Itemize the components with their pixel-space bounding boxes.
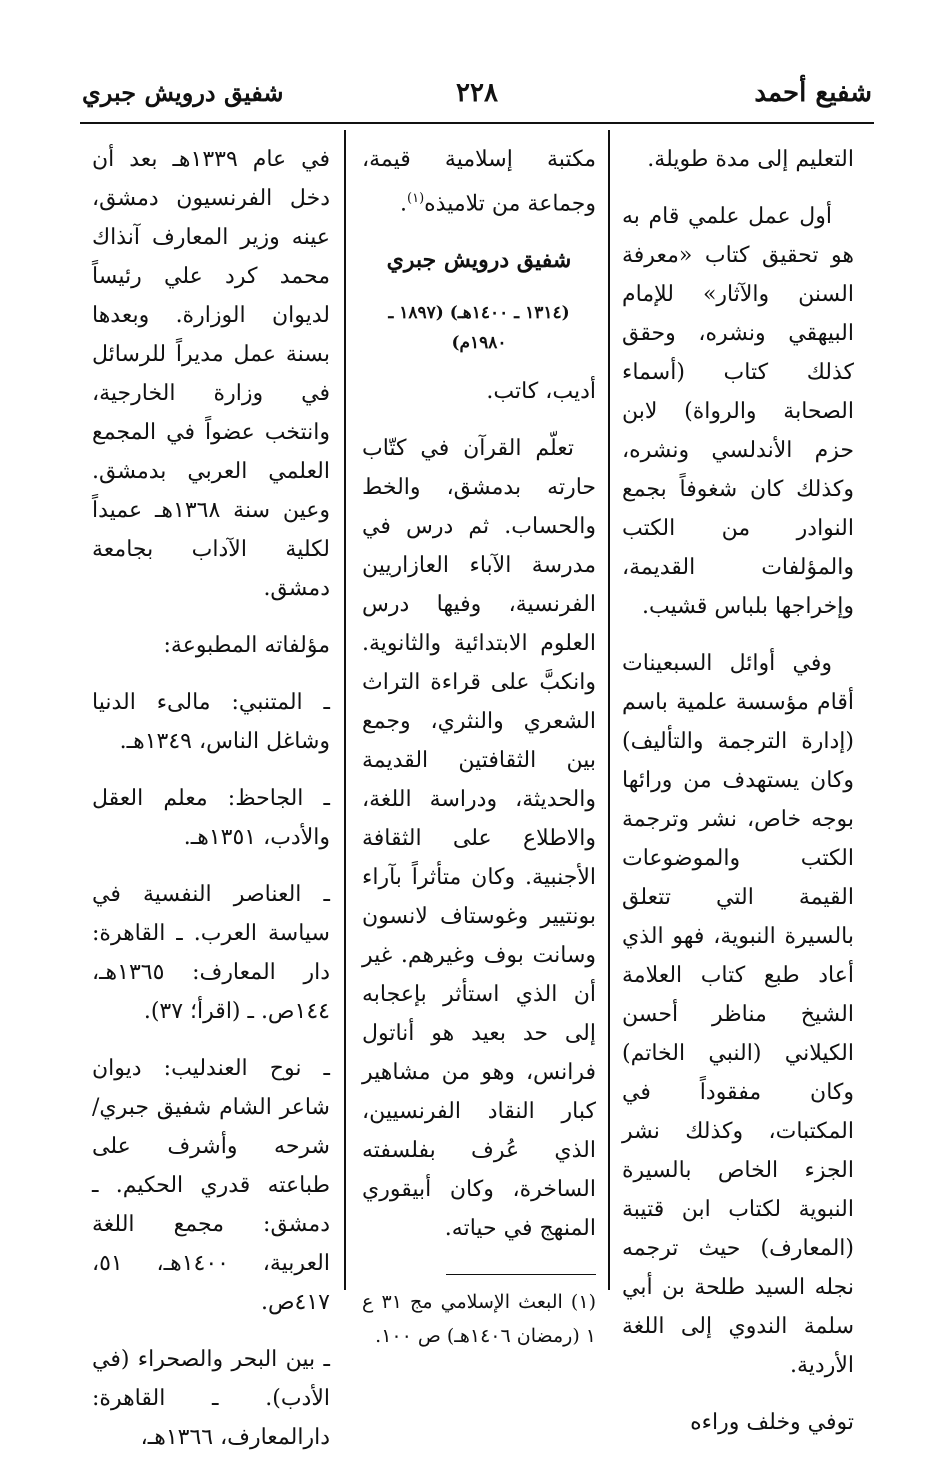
paragraph: أول عمل علمي قام به هو تحقيق كتاب «معرفة السنن والآثار» للإمام البيهقي ونشره، وحقق كذلك كتاب (أسماء الصحابة والرواة) لابن حزم الأندلسي ونشره، وكذلك كان شغوفاً بجمع النوادر من الكتب والمؤلفات القديمة، وإخراجها بلباس قشيب.	[622, 204, 854, 619]
footnote: (١) البعث الإسلامي مج ٣١ ع ١ (رمضان ١٤٠٦هـ) ص ١٠٠.	[362, 1291, 596, 1348]
running-title-right: شفيع أحمد	[754, 78, 872, 108]
list-item: ـ بين البحر والصحراء (في الأدب). ـ القاهرة: دارالمعارف، ١٣٦٦هـ،	[92, 1347, 330, 1450]
paragraph: التعليم إلى مدة طويلة.	[647, 147, 854, 172]
section-heading: مؤلفاته المطبوعة:	[163, 633, 330, 658]
column-divider-right	[608, 130, 610, 1290]
paragraph-text: مكتبة إسلامية قيمة، وجماعة من تلاميذه	[362, 147, 596, 217]
paragraph: في عام ١٣٣٩هـ بعد أن دخل الفرنسيون دمشق، عينه وزير المعارف آنذاك محمد كرد علي رئيساً لديوان الوزارة. وبعدها بسنة عمل مديراً للرسائل في وزارة الخارجية، وانتخب عضواً في المجمع العلمي العربي بدمشق. وعين سنة ١٣٦٨هـ عميداً لكلية الآداب بجامعة دمشق.	[92, 147, 331, 601]
entry-dates: (١٣١٤ ـ ١٤٠٠هـ) (١٨٩٧ ـ ١٩٨٠م)	[388, 303, 570, 354]
list-item: ـ المتنبي: مالىء الدنيا وشاغل الناس، ١٣٤٩هـ.	[92, 690, 330, 754]
list-item: ـ الجاحظ: معلم العقل والأدب، ١٣٥١هـ.	[92, 786, 330, 850]
paragraph	[362, 140, 596, 223]
footnote-divider	[446, 1274, 596, 1275]
header-divider	[80, 122, 874, 124]
column-left	[92, 140, 331, 1450]
list-item: ـ نوح العندليب: ديوان شاعر الشام شفيق جبري/ شرحه وأشرف على طباعته قدري الحكيم. ـ دمشق: مجمع اللغة العربية، ١٤٠٠هـ، ٥١، ٤١٧ص.	[92, 1056, 330, 1315]
running-title-left: شفيق درويش جبري	[82, 78, 284, 107]
paragraph: تعلّم القرآن في كتّاب حارته بدمشق، والخط والحساب. ثم درس في مدرسة الآباء العازاريين الفرنسية، وفيها درس العلوم الابتدائية والثانوية. وانكبَّ على قراءة التراث الشعري والنثري، وجمع بين الثقافتين القديمة والحديثة، ودراسة اللغة، والاطلاع على الثقافة الأجنبية. وكان متأثراً بآراء بونتيير وغوستاف لانسون وسانت بوف وغيرهم. غير أن الذي استأثر بإعجابه إلى حد بعيد هو أناتول فرانس، وهو من مشاهير كبار النقاد الفرنسيين، الذي عُرف بفلسفته الساخرة، وكان أبيقوري المنهج في حياته.	[362, 436, 596, 1242]
paragraph: وفي أوائل السبعينات أقام مؤسسة علمية باسم (إدارة الترجمة والتأليف) وكان يستهدف من ورائها بوجه خاص، نشر وترجمة الكتب والموضوعات القيمة التي تتعلق بالسيرة النبوية، فهو الذي أعاد طبع كتاب العلامة الشيخ مناظر أحسن الكيلاني (النبي الخاتم) وكان مفقوداً في المكتبات، وكذلك نشر الجزء الخاص بالسيرة النبوية لكتاب ابن قتيبة (المعارف) حيث ترجمه نجله السيد طلحة بن أبي سلمة الندوي إلى اللغة الأردية.	[622, 651, 854, 1378]
page-number: ٢٢٨	[456, 78, 498, 108]
page-header	[82, 78, 872, 120]
footnote-marker: (١)	[407, 191, 425, 206]
paragraph: توفي وخلف وراءه	[690, 1410, 854, 1435]
column-divider-left	[344, 130, 346, 1290]
list-item: ـ العناصر النفسية في سياسة العرب. ـ القاهرة: دار المعارف: ١٣٦٥هـ، ١٤٤ص. ـ (اقرأ؛ ٣٧).	[92, 882, 330, 1024]
paragraph-end: .	[400, 191, 408, 217]
paragraph: أديب، كاتب.	[486, 379, 596, 405]
entry-title: شفيق درويش جبري	[386, 247, 572, 274]
column-right	[622, 140, 854, 1435]
column-middle	[362, 140, 596, 1348]
